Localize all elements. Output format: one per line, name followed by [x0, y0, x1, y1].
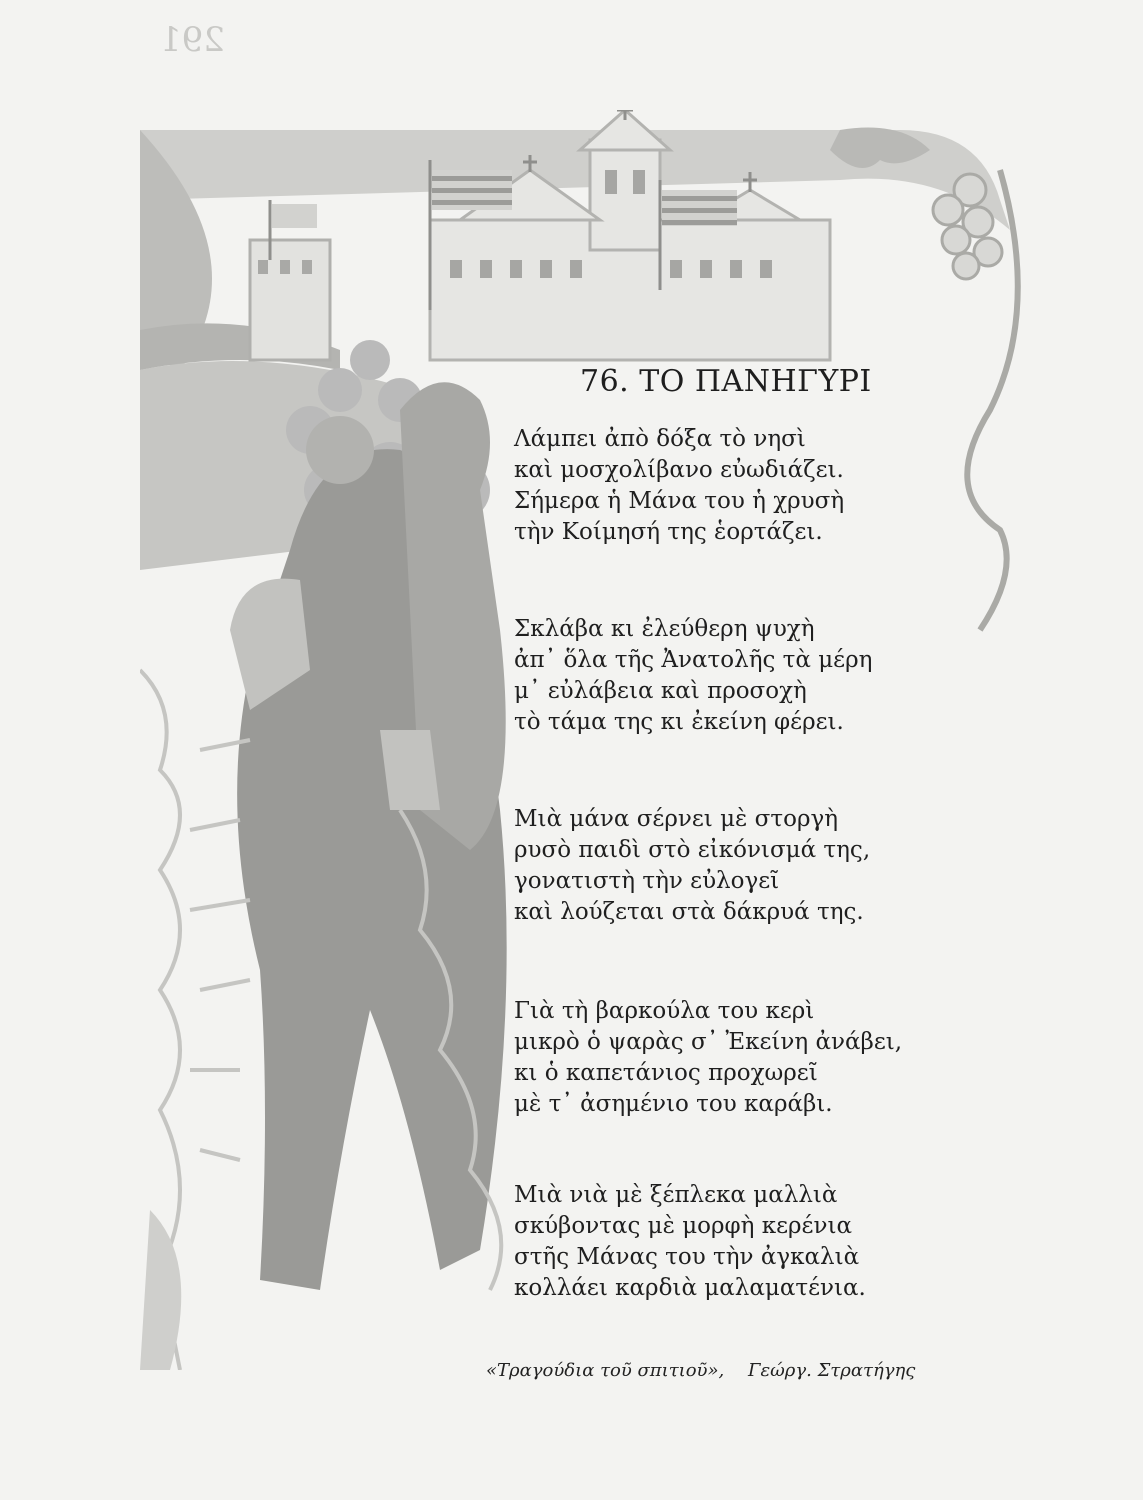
verse-line: Μιὰ νιὰ μὲ ξέπλεκα μαλλιὰ: [514, 1182, 838, 1208]
verse-line: μὲ τ᾽ ἀσημένιο του καράβι.: [514, 1091, 833, 1117]
verse-line: μικρὸ ὁ ψαρὰς σ᾽ Ἐκείνη ἀνάβει,: [514, 1029, 903, 1055]
stanza-1: [514, 424, 844, 548]
verse-line: μ᾽ εὐλάβεια καὶ προσοχὴ: [514, 678, 807, 704]
verse-line: Σκλάβα κι ἐλεύθερη ψυχὴ: [514, 616, 815, 642]
verse-line: κι ὁ καπετάνιος προχωρεῖ: [514, 1060, 818, 1086]
verse-line: Μιὰ μάνα σέρνει μὲ στοργὴ: [514, 806, 838, 832]
verse-line: ἀπ᾽ ὅλα τῆς Ἀνατολῆς τὰ μέρη: [514, 647, 873, 673]
stanza-4: [514, 996, 902, 1120]
verse-line: Λάμπει ἀπὸ δόξα τὸ νησὶ: [514, 426, 806, 452]
verse-line: τὴν Κοίμησή της ἑορτάζει.: [514, 519, 823, 545]
verse-line: στῆς Μάνας του τὴν ἀγκαλιὰ: [514, 1244, 860, 1270]
stanza-5: [514, 1180, 866, 1304]
poem-attribution: [486, 1360, 915, 1381]
verse-line: γονατιστὴ τὴν εὐλογεῖ: [514, 868, 780, 894]
author-name: Γεώργ. Στρατήγης: [747, 1360, 916, 1381]
verse-line: καὶ λούζεται στὰ δάκρυά της.: [514, 899, 864, 925]
verse-line: τὸ τάμα της κι ἐκείνη φέρει.: [514, 709, 844, 735]
verse-line: Γιὰ τὴ βαρκούλα του κερὶ: [514, 998, 815, 1024]
stanza-2: [514, 614, 872, 738]
verse-line: κολλάει καρδιὰ μαλαματένια.: [514, 1275, 866, 1301]
verse-line: Σήμερα ἡ Μάνα του ἡ χρυσὴ: [514, 488, 845, 514]
show-through-page-number: 291: [160, 20, 225, 60]
verse-line: ρυσὸ παιδὶ στὸ εἰκόνισμά της,: [514, 837, 871, 863]
source-title: «Τραγούδια τοῦ σπιτιοῦ»,: [486, 1360, 725, 1381]
left-building: [250, 240, 330, 360]
verse-line: καὶ μοσχολίβανο εὐωδιάζει.: [514, 457, 844, 483]
stanza-3: [514, 804, 870, 928]
poem-title: 76. ΤΟ ΠΑΝΗΓΥΡΙ: [580, 364, 872, 399]
verse-line: σκύβοντας μὲ μορφὴ κερένια: [514, 1213, 853, 1239]
